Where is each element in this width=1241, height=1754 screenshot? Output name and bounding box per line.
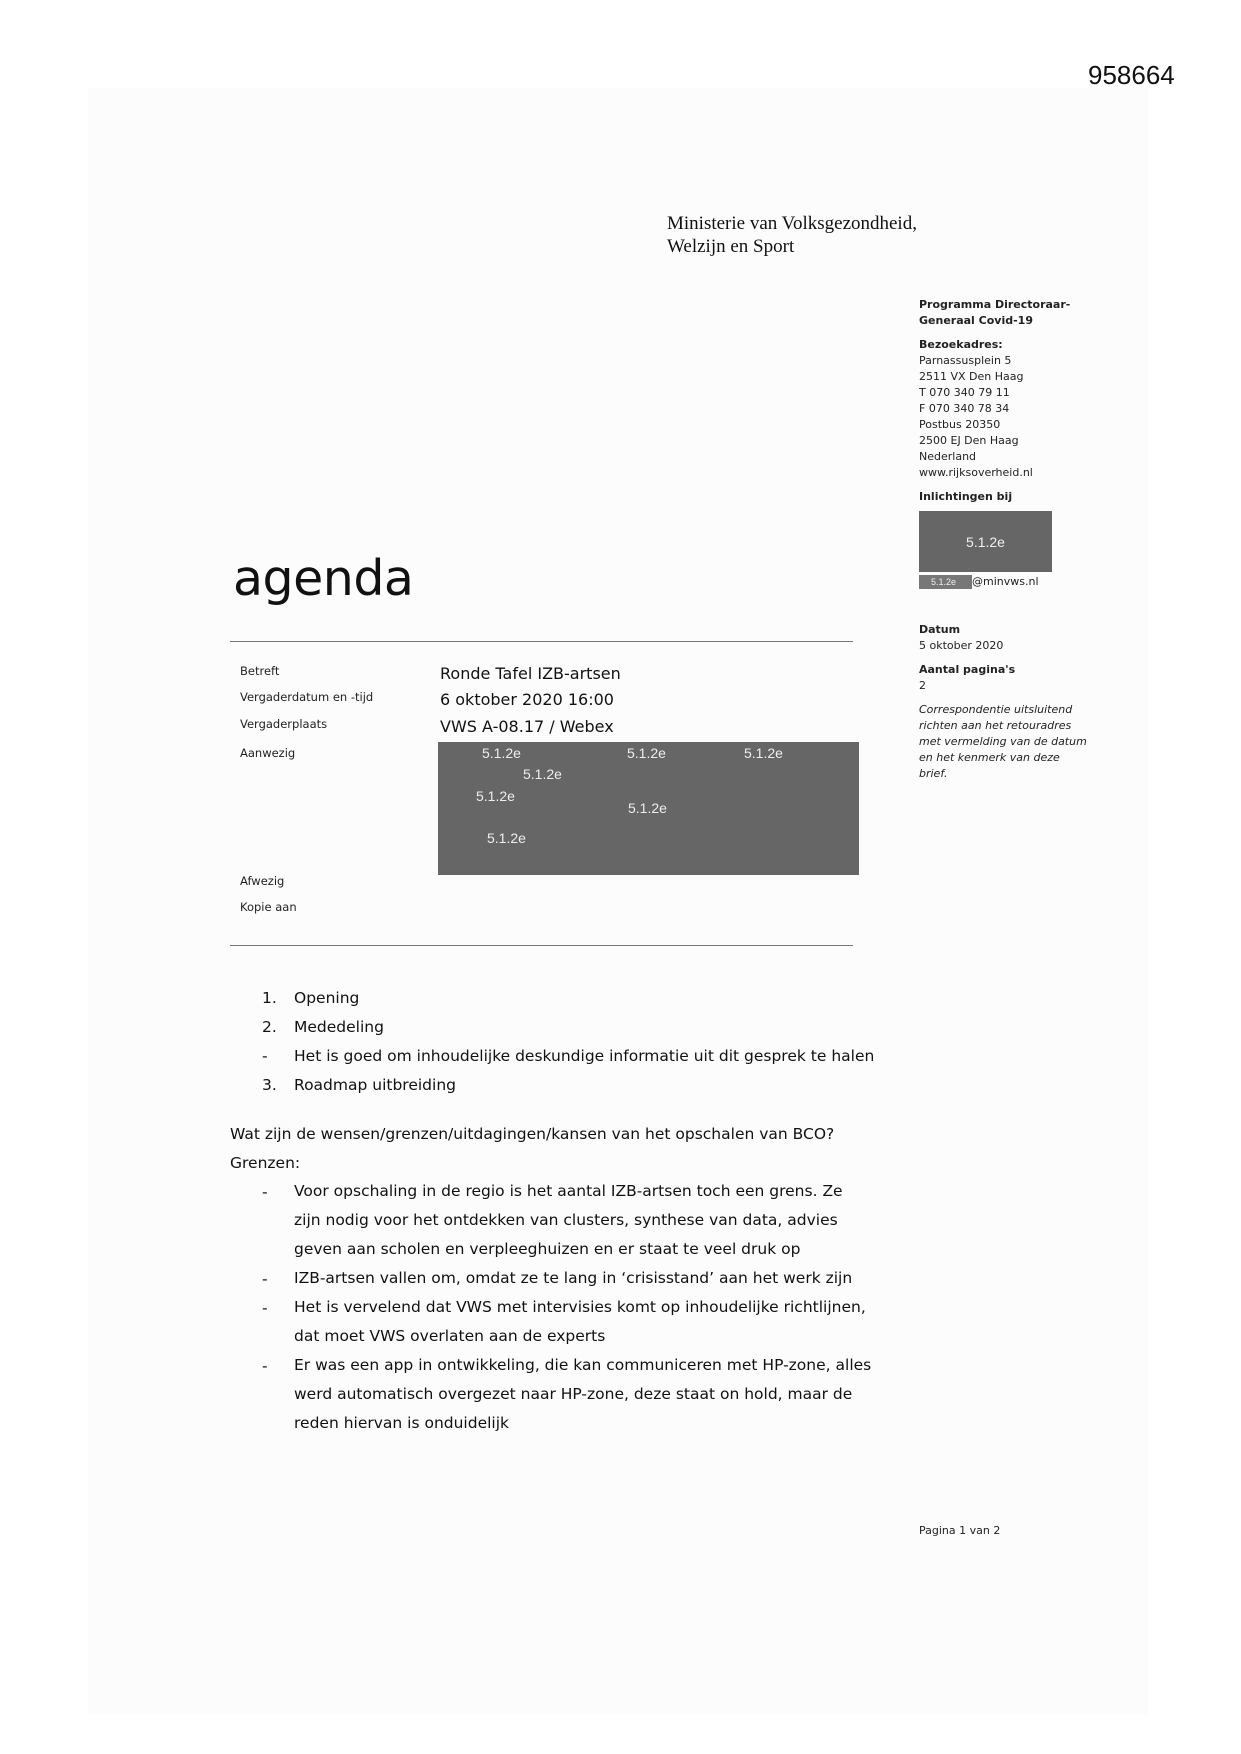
agenda-item-number: 3. <box>262 1076 277 1094</box>
agenda-item-text: Het is goed om inhoudelijke deskundige informatie uit dit gesprek te halen <box>294 1047 875 1065</box>
address-line: Nederland <box>919 450 977 463</box>
address-line: 2500 EJ Den Haag <box>919 434 1019 447</box>
redaction-label: 5.1.2e <box>476 788 515 804</box>
agenda-item <box>262 989 359 1007</box>
address-line: 2511 VX Den Haag <box>919 370 1024 383</box>
limit-item <box>294 1351 914 1438</box>
organization-name: Programma Directoraar- Generaal Covid-19 <box>919 298 1071 327</box>
datetime-label: Vergaderdatum en -tijd <box>240 690 374 704</box>
contact-heading: Inlichtingen bij <box>919 490 1013 503</box>
redacted-attendees <box>438 742 859 875</box>
document-id: 958664 <box>1088 60 1175 90</box>
correspondence-note: richten aan het retouradres <box>919 719 1072 732</box>
fax-line: F 070 340 78 34 <box>919 402 1010 415</box>
document-title: agenda <box>233 550 414 607</box>
limit-line: geven aan scholen en verpleeghuizen en er staat te veel druk op <box>294 1240 801 1258</box>
agenda-item-number: 1. <box>262 989 277 1007</box>
place-value: VWS A-08.17 / Webex <box>440 717 614 736</box>
correspondence-note: Correspondentie uitsluitend <box>919 703 1073 716</box>
redaction-label: 5.1.2e <box>744 745 783 761</box>
limit-line: werd automatisch overgezet naar HP-zone, deze staat on hold, maar de <box>294 1385 853 1403</box>
redacted-contact-name: 5.1.2e <box>919 511 1052 572</box>
absent-label: Afwezig <box>240 874 285 888</box>
website-link[interactable]: www.rijksoverheid.nl <box>919 466 1033 479</box>
limit-item <box>294 1177 914 1264</box>
bullet-dash: - <box>262 1270 268 1288</box>
limit-item <box>294 1264 914 1293</box>
email-domain: @minvws.nl <box>972 575 1039 588</box>
redaction-label: 5.1.2e <box>523 766 562 782</box>
limit-line: Er was een app in ontwikkeling, die kan communiceren met HP-zone, alles <box>294 1356 872 1374</box>
bullet-dash: - <box>262 1299 268 1317</box>
subject-label: Betreft <box>240 664 280 678</box>
datetime-value: 6 oktober 2020 16:00 <box>440 690 614 709</box>
agenda-item-text: Mededeling <box>294 1018 384 1036</box>
page-count-value: 2 <box>919 679 926 692</box>
agenda-sub-item <box>262 1047 874 1065</box>
question-text: Wat zijn de wensen/grenzen/uitdagingen/kansen van het opschalen van BCO? <box>230 1125 835 1143</box>
bullet-dash: - <box>262 1357 268 1375</box>
redaction-label: 5.1.2e <box>628 800 667 816</box>
agenda-item-number: 2. <box>262 1018 277 1036</box>
cc-label: Kopie aan <box>240 900 297 914</box>
agenda-item-text: Opening <box>294 989 360 1007</box>
place-label: Vergaderplaats <box>240 717 328 731</box>
correspondence-note: en het kenmerk van deze <box>919 751 1060 764</box>
ministry-line-2: Welzijn en Sport <box>667 236 795 257</box>
contact-email <box>919 574 1119 590</box>
visit-address-heading: Bezoekadres: <box>919 338 1003 351</box>
limit-line: IZB-artsen vallen om, omdat ze te lang in ‘crisisstand’ aan het werk zijn <box>294 1269 853 1287</box>
subject-value: Ronde Tafel IZB-artsen <box>440 664 621 683</box>
ministry-line-1: Ministerie van Volksgezondheid, <box>667 213 917 234</box>
limit-line: dat moet VWS overlaten aan de experts <box>294 1327 606 1345</box>
limit-line: reden hiervan is onduidelijk <box>294 1414 510 1432</box>
page-count-heading: Aantal pagina's <box>919 663 1016 676</box>
correspondence-note: brief. <box>919 767 948 780</box>
limits-heading: Grenzen: <box>230 1154 301 1172</box>
agenda-item-text: Roadmap uitbreiding <box>294 1076 456 1094</box>
redaction-label: 5.1.2e <box>487 830 526 846</box>
limit-line: zijn nodig voor het ontdekken van clusters, synthese van data, advies <box>294 1211 838 1229</box>
meta-divider <box>230 945 853 946</box>
correspondence-note: met vermelding van de datum <box>919 735 1087 748</box>
agenda-item <box>262 1018 384 1036</box>
bullet-dash: - <box>262 1183 268 1201</box>
date-value: 5 oktober 2020 <box>919 639 1004 652</box>
address-line: Postbus 20350 <box>919 418 1001 431</box>
ministry-name <box>667 212 917 258</box>
date-heading: Datum <box>919 623 961 636</box>
letterhead-sidebar <box>919 297 1119 782</box>
limit-line: Voor opschaling in de regio is het aantal IZB-artsen toch een grens. Ze <box>294 1182 843 1200</box>
redaction-label: 5.1.2e <box>482 745 521 761</box>
agenda-item <box>262 1076 456 1094</box>
phone-line: T 070 340 79 11 <box>919 386 1010 399</box>
limit-line: Het is vervelend dat VWS met intervisies komt op inhoudelijke richtlijnen, <box>294 1298 866 1316</box>
present-label: Aanwezig <box>240 746 296 760</box>
redaction-label: 5.1.2e <box>627 745 666 761</box>
address-line: Parnassusplein 5 <box>919 354 1012 367</box>
redacted-email-user: 5.1.2e <box>919 575 972 589</box>
page-number: Pagina 1 van 2 <box>919 1524 1001 1537</box>
header-divider <box>230 641 853 642</box>
bullet-dash: - <box>262 1047 268 1065</box>
limit-item <box>294 1293 914 1351</box>
